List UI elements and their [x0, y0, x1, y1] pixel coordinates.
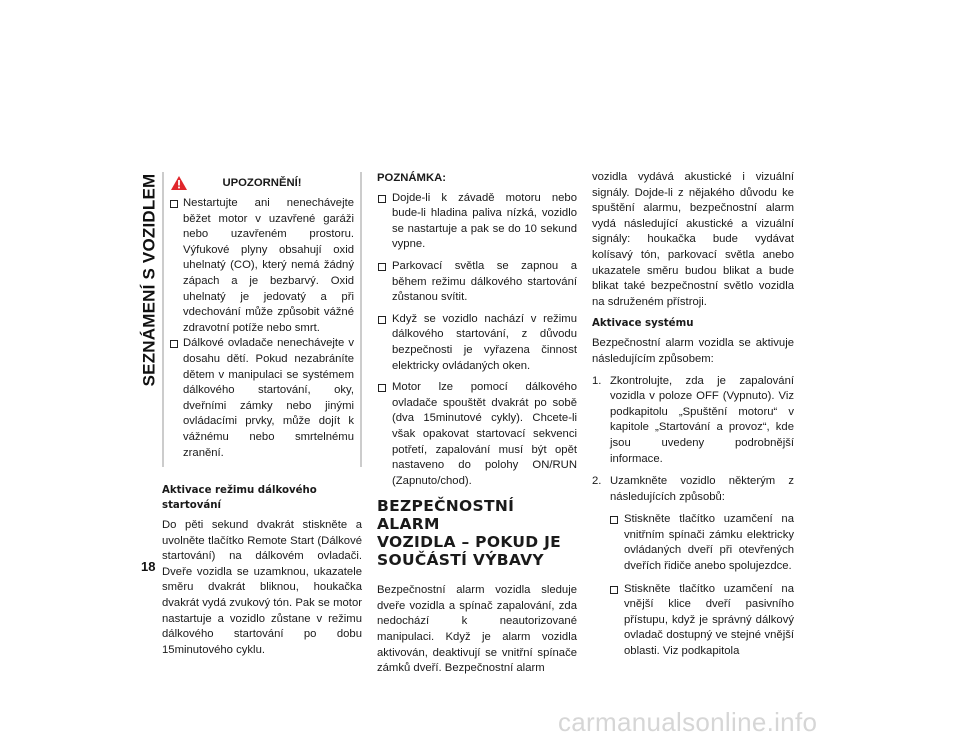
note-item	[377, 380, 577, 489]
subheading-remote-start: Aktivace režimu dálkového startování	[162, 485, 317, 512]
warning-box	[162, 172, 362, 467]
section-title	[377, 497, 577, 569]
paragraph: vozidla vydává akustické i vizuální signály. Dojde-li z nějakého důvodu ke spuštění alarmu, bezpečnostní alarm vydá následující akustické a vizuální signály: houkačka bude vydávat kolísavý tón, parkovací světla anebo ukazatele směru budou blikat a bude blikat také bezpečnostní světlo vozidla na sdruženém přístroji.	[592, 171, 794, 308]
warning-item-text: Dálkové ovladače nenechávejte v dosahu dětí. Pokud nezabráníte dětem v manipulaci se systémem dálkového startování, oky, dveřními zámky nebo jinými ovládacími prvky, může dojít k vážnému nebo smrtelnému zranění.	[183, 337, 354, 459]
step-text: Uzamkněte vozidlo některým z následujících způsobů:	[610, 475, 794, 503]
warning-triangle-icon	[170, 175, 188, 191]
column-1	[162, 172, 362, 664]
section-title-line: VOZIDLA – POKUD JE	[377, 533, 562, 552]
note-heading: POZNÁMKA:	[377, 172, 447, 184]
chapter-side-title	[137, 173, 161, 387]
warning-item	[164, 336, 360, 461]
checkbox-bullet-icon	[378, 195, 386, 203]
note-item-text: Když se vozidlo nachází v režimu dálkového startování, z důvodu bezpečnosti je vyřazena činnost elektricky ovládaných oken.	[392, 312, 577, 372]
paragraph: Bezpečnostní alarm vozidla sleduje dveře vozidla a spínač zapalování, zda nedochází k neautorizované manipulaci. Když je alarm vozidla aktivován, deaktivují se vnitřní spínače zámků dveří. Bezpečnostní alarm	[377, 584, 577, 675]
sub-list-item-text: Stiskněte tlačítko uzamčení na vnitřním spínači zámku elektricky ovládaných dveří při otevřených dveřích řidiče anebo spolujezdce.	[624, 513, 794, 573]
warning-item-text: Nestartujte ani nenechávejte běžet motor v uzavřené garáži nebo uzavřeném prostoru. Výfukové plyny obsahují oxid uhelnatý (CO), který nemá žádný zápach a je bezbarvý. Oxid uhelnatý je jedovatý a při vdechování může způsobit vážné zdravotní potíže nebo smrt.	[183, 197, 354, 334]
note-item	[377, 259, 577, 306]
warning-header	[164, 172, 360, 194]
sub-list-item-text: Stiskněte tlačítko uzamčení na vnější klice dveří pasivního přístupu, když je správný dálkový ovladač dostupný ve stejné vnější oblasti. Viz podkapitola	[624, 582, 794, 658]
checkbox-bullet-icon	[170, 340, 178, 348]
numbered-step	[592, 474, 794, 505]
section-title-line: SOUČÁSTÍ VÝBAVY	[377, 551, 544, 570]
checkbox-bullet-icon	[610, 516, 618, 524]
sub-list-item	[610, 582, 794, 660]
section-title-line: BEZPEČNOSTNÍ ALARM	[377, 497, 515, 534]
checkbox-bullet-icon	[378, 384, 386, 392]
checkbox-bullet-icon	[170, 200, 178, 208]
note-item	[377, 312, 577, 374]
note-item-text: Parkovací světla se zapnou a během režimu dálkového startování zůstanou svítit.	[392, 259, 577, 304]
checkbox-bullet-icon	[610, 586, 618, 594]
note-item-text: Motor lze pomocí dálkového ovladače spouštět dvakrát po sobě (dva 15minutové cykly). Chcete-li však opakovat startovací sekvenci potřetí, zapalování musí být opět nastaveno do polohy ON/RUN (Zapnuto/chod).	[392, 381, 577, 487]
page-number: 18	[141, 559, 156, 574]
numbered-step	[592, 374, 794, 468]
step-number: 1.	[592, 374, 602, 387]
step-number: 2.	[592, 475, 602, 488]
step-text: Zkontrolujte, zda je zapalování vozidla v poloze OFF (Vypnuto). Viz podkapitolu „Spuštění motoru“ v kapitole „Startování a provoz“, kde jsou uvedeny podrobnější informace.	[610, 374, 794, 465]
paragraph: Bezpečnostní alarm vozidla se aktivuje následujícím způsobem:	[592, 337, 794, 365]
sub-list-item	[610, 512, 794, 574]
subheading-system-activation: Aktivace systému	[592, 318, 694, 330]
note-item	[377, 191, 577, 253]
column-2	[377, 171, 577, 683]
column-3	[592, 170, 794, 667]
warning-title: UPOZORNĚNÍ!	[222, 177, 302, 189]
note-item-text: Dojde-li k závadě motoru nebo bude-li hladina paliva nízká, vozidlo se nastartuje a pak se do 10 sekund vypne.	[392, 191, 577, 251]
checkbox-bullet-icon	[378, 316, 386, 324]
warning-item	[164, 196, 360, 336]
watermark: carmanualsonline.info	[558, 707, 818, 737]
paragraph: Do pěti sekund dvakrát stiskněte a uvolněte tlačítko Remote Start (Dálkové startování) na dálkovém ovladači. Dveře vozidla se uzamknou, ukazatele směru dvakrát bliknou, houkačka dvakrát vydá zvukový tón. Pak se motor nastartuje a vozidlo zůstane v režimu dálkového startování po dobu 15minutového cyklu.	[162, 519, 362, 656]
chapter-side-title-text: SEZNÁMENÍ S VOZIDLEM	[139, 173, 159, 387]
checkbox-bullet-icon	[378, 263, 386, 271]
